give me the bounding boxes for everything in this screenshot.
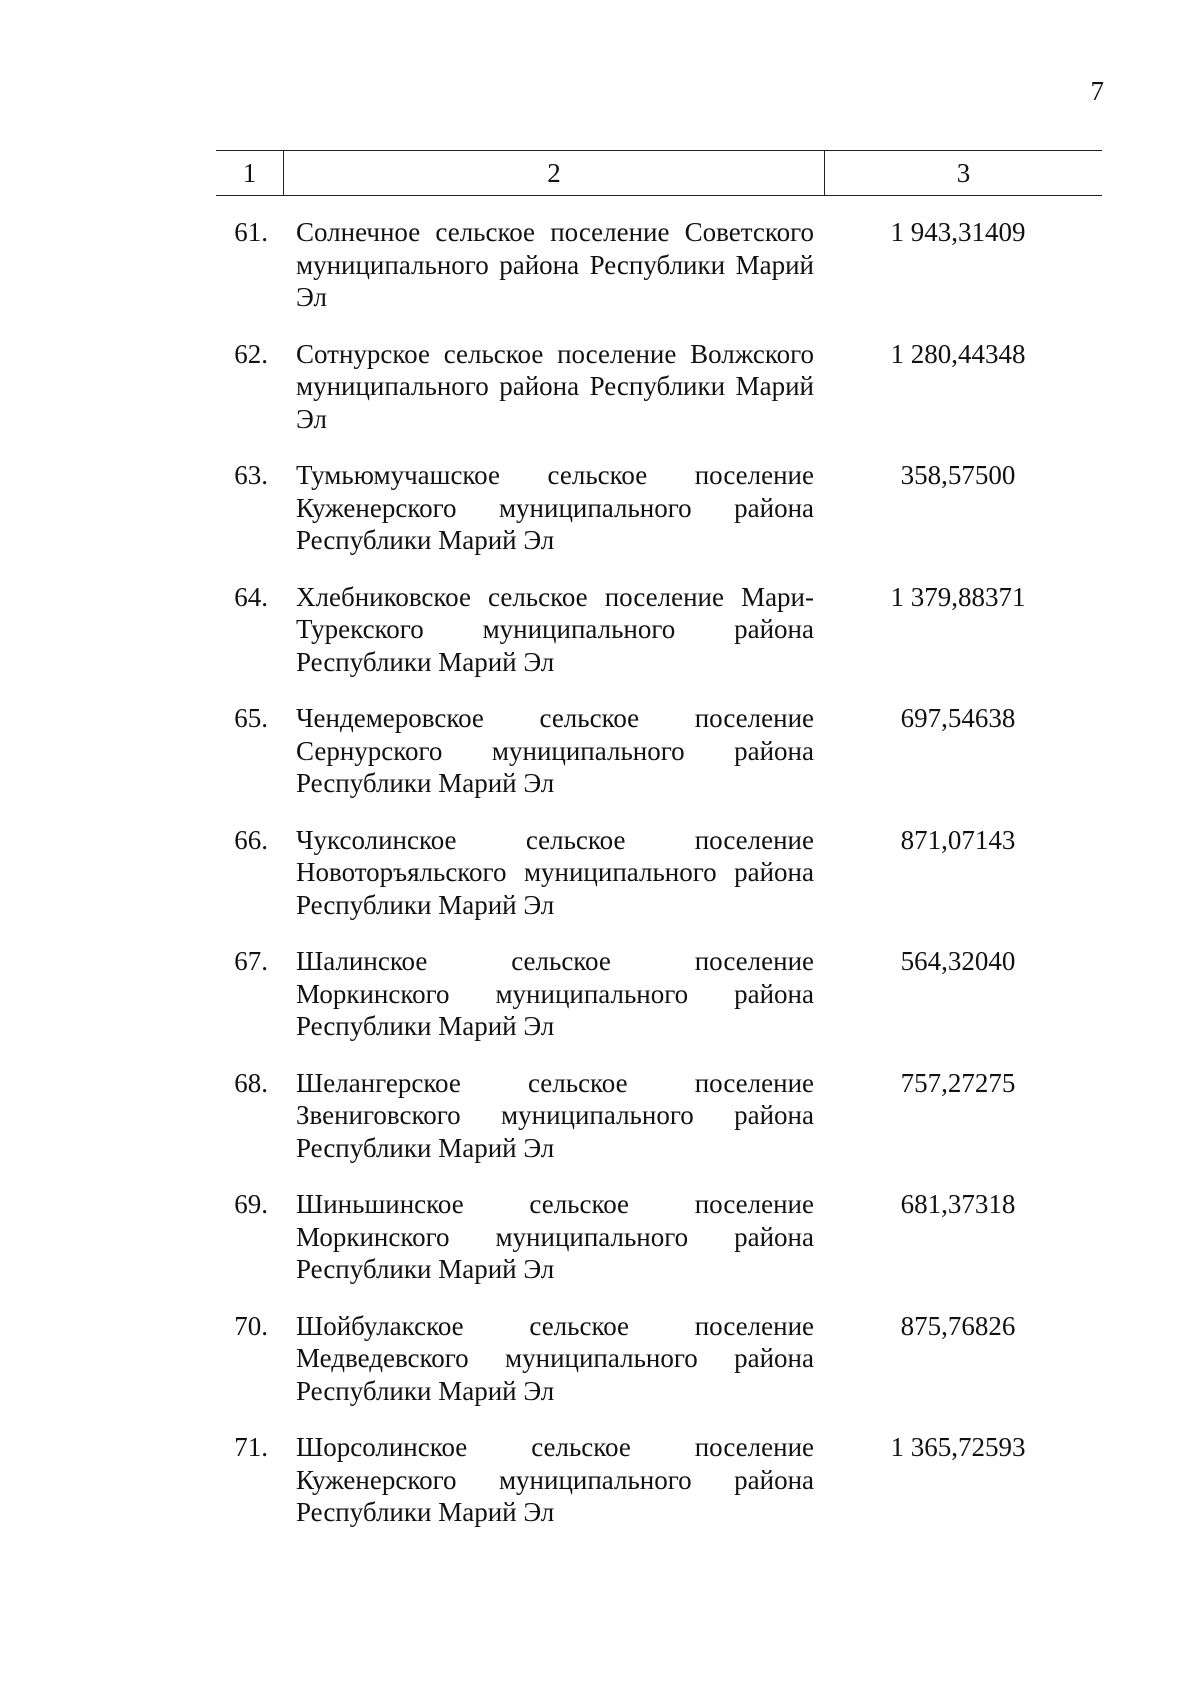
row-number: 67. — [234, 946, 268, 976]
amount: 358,57500 — [900, 460, 1016, 490]
settlement-name: Шалинское сельское поселение Моркинского муниципального района Республики Марий Эл — [296, 946, 814, 1041]
amount: 681,37318 — [900, 1189, 1016, 1219]
settlement-name: Шорсолинское сельское поселение Куженерского муниципального района Республики Марий Эл — [296, 1432, 814, 1527]
table-row — [216, 581, 1102, 703]
row-number: 63. — [234, 460, 268, 490]
settlement-name: Тумьюмучашское сельское поселение Куженерского муниципального района Республики Марий Эл — [296, 460, 814, 555]
settlement-name: Шиньшинское сельское поселение Моркинского муниципального района Республики Марий Эл — [296, 1189, 814, 1284]
row-number: 70. — [234, 1310, 268, 1341]
amount: 1 943,31409 — [890, 217, 1026, 247]
page-number: 7 — [1090, 76, 1104, 106]
table-body — [216, 216, 1102, 1553]
row-number: 66. — [234, 824, 268, 855]
amount: 757,27275 — [900, 1067, 1016, 1098]
settlement-name: Солнечное сельское поселение Советского муниципального района Республики Марий Эл — [296, 217, 814, 312]
amount: 871,07143 — [900, 824, 1016, 855]
row-number: 69. — [234, 1189, 268, 1219]
row-number: 61. — [234, 217, 268, 247]
settlement-name: Шойбулакское сельское поселение Медведевского муниципального района Республики Марий Эл — [296, 1310, 814, 1406]
table-row — [216, 824, 1102, 946]
table-row — [216, 702, 1102, 824]
table-row — [216, 1431, 1102, 1553]
settlement-name: Чуксолинское сельское поселение Новоторъяльского муниципального района Республики Марий Эл — [296, 824, 814, 920]
table-row — [216, 216, 1102, 338]
header-col-3: 3 — [956, 157, 971, 188]
amount: 1 379,88371 — [890, 581, 1026, 612]
amount: 875,76826 — [900, 1310, 1016, 1341]
settlement-name: Хлебниковское сельское поселение Мари-Турекского муниципального района Республики Марий Эл — [296, 581, 814, 677]
row-number: 65. — [234, 703, 268, 733]
settlement-name: Сотнурское сельское поселение Волжского муниципального района Республики Марий Эл — [296, 338, 814, 434]
amount: 564,32040 — [900, 946, 1016, 976]
settlement-name: Чендемеровское сельское поселение Сернурского муниципального района Республики Марий Эл — [296, 703, 814, 798]
amount: 1 280,44348 — [890, 338, 1026, 369]
amount: 1 365,72593 — [890, 1432, 1026, 1462]
table-header — [216, 150, 1102, 196]
settlement-name: Шелангерское сельское поселение Звениговского муниципального района Республики Марий Эл — [296, 1067, 814, 1163]
row-number: 71. — [234, 1432, 268, 1462]
row-number: 62. — [234, 338, 268, 369]
row-number: 64. — [234, 581, 268, 612]
table-row — [216, 1067, 1102, 1189]
header-col-1: 1 — [216, 151, 284, 195]
header-col-2: 2 — [284, 151, 825, 195]
table-row — [216, 1188, 1102, 1310]
table-row — [216, 1310, 1102, 1432]
table-row — [216, 459, 1102, 581]
row-number: 68. — [234, 1067, 268, 1098]
table-row — [216, 945, 1102, 1067]
amount: 697,54638 — [900, 703, 1016, 733]
table-row — [216, 338, 1102, 460]
